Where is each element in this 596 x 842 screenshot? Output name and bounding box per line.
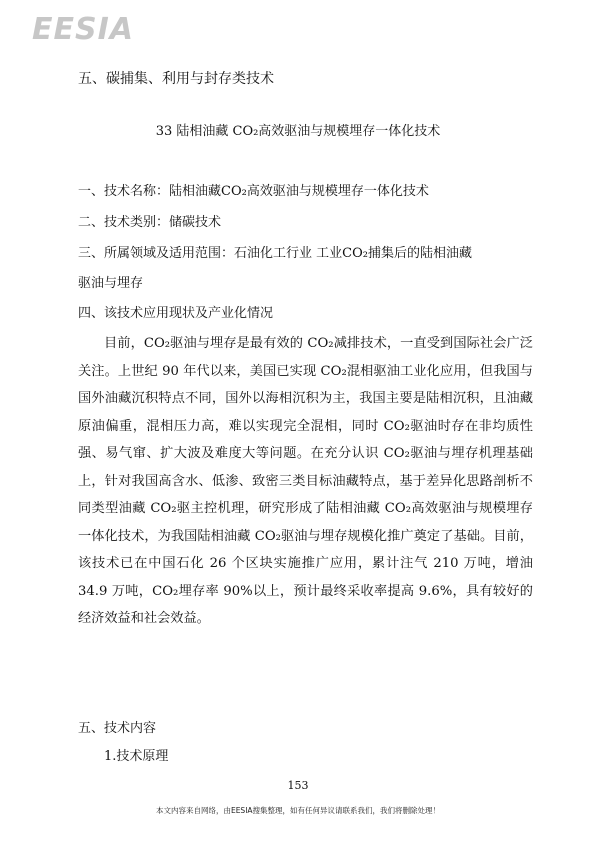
item-application-field-continued: 驱油与埋存	[78, 276, 144, 291]
item-technology-name: 一、技术名称：陆相油藏CO₂高效驱油与规模埋存一体化技术	[78, 184, 429, 199]
item-application-field: 三、所属领域及适用范围：石油化工行业 工业CO₂捕集后的陆相油藏	[78, 246, 472, 261]
subsection-principle: 1.技术原理	[104, 749, 169, 764]
item-application-status: 四、该技术应用现状及产业化情况	[78, 306, 274, 321]
page-number: 153	[287, 779, 309, 792]
document-title: 33 陆相油藏 CO₂高效驱油与规模埋存一体化技术	[155, 124, 441, 139]
footer-disclaimer: 本文内容来自网络，由EESIA搜集整理，如有任何异议请联系我们，我们将删除处理！	[155, 806, 441, 815]
body-paragraph: 目前，CO₂驱油与埋存是最有效的 CO₂减排技术，一直受到国际社会广泛关注。上世纪 90 年代以来，美国已实现 CO₂混相驱油工业化应用，但我国与国外油藏沉积特点不同，国外以海相沉积为主，我国主要是陆相沉积，且油藏原油偏重，混相压力高，难以实现完全混相，同时 CO₂驱油时存在非均质性强、易气窜、扩大波及难度大等问题。在充分认识 CO₂驱油与埋存机理基础上，针对我国高含水、低渗、致密三类目标油藏特点，基于差异化思路剖析不同类型油藏 CO₂驱主控机理，研究形成了陆相油藏 CO₂高效驱油与规模埋存一体化技术，为我国陆相油藏 CO₂驱油与埋存规模化推广奠定了基础。目前，该技术已在中国石化 26 个区块实施推广应用，累计注气 210 万吨，增油 34.9 万吨，CO₂埋存率 90%以上，预计最终采收率提高 9.6%，具有较好的经济效益和社会效益。	[78, 336, 533, 626]
eesia-logo: EESIA	[32, 12, 134, 47]
section-heading: 五、碳捕集、利用与封存类技术	[78, 71, 274, 87]
section-five-heading: 五、技术内容	[78, 721, 157, 736]
item-technology-category: 二、技术类别：储碳技术	[78, 215, 222, 230]
